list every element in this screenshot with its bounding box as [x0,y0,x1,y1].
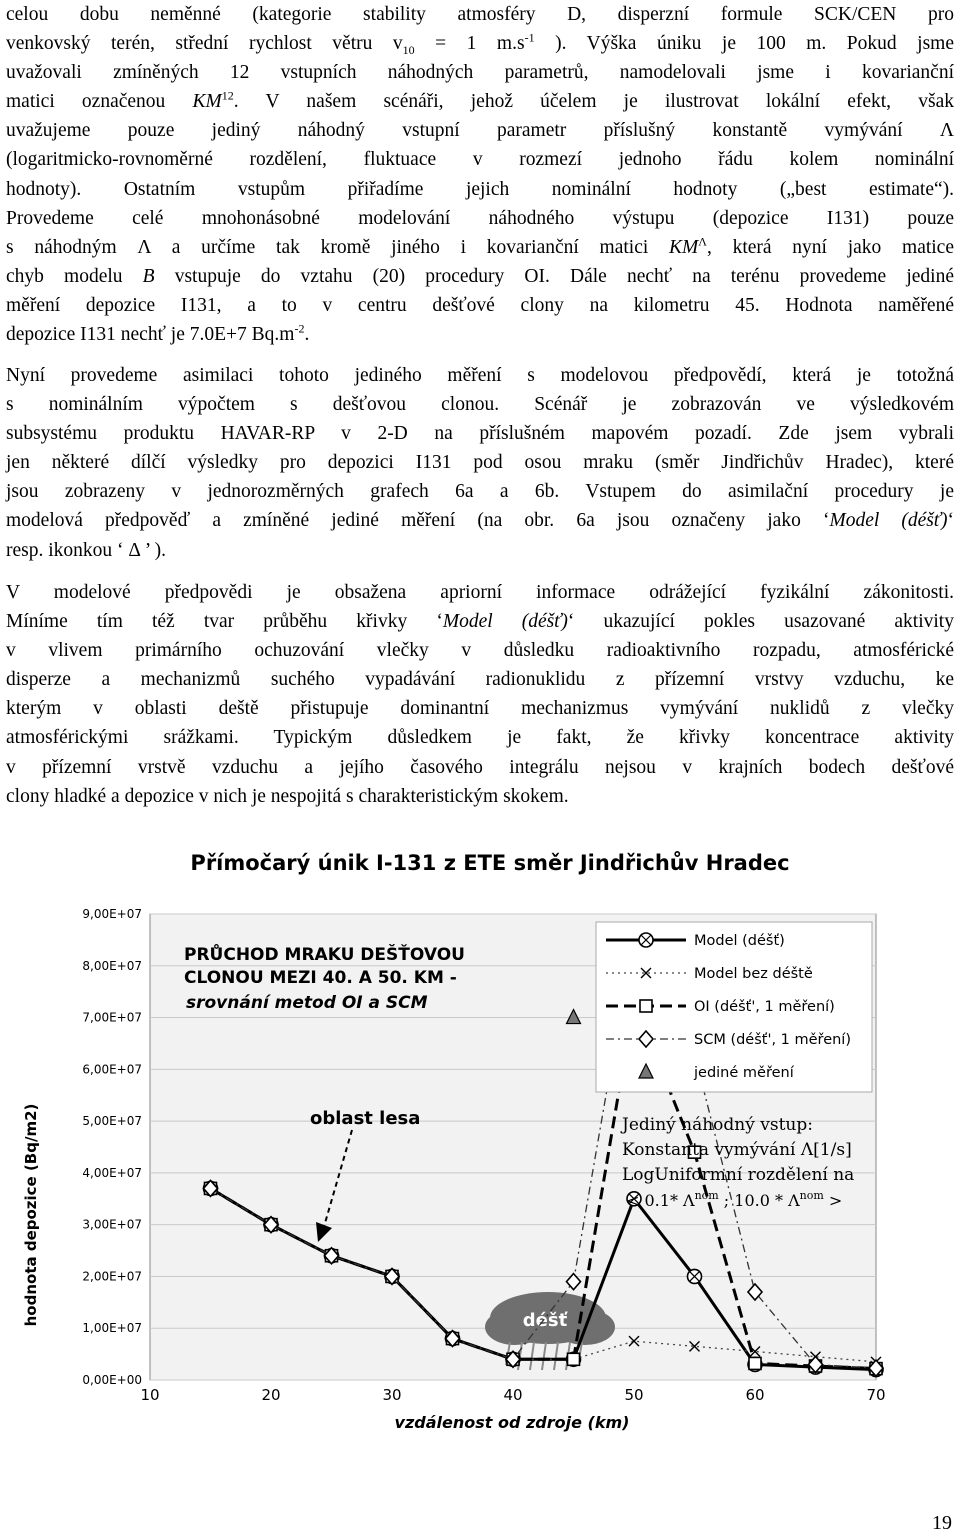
data-point [688,1269,702,1283]
info-line-3: LogUniformní rozdělení na [622,1165,855,1185]
text-line: jen některé dílčí výsledky pro depozici I131 pod osou mraku (směr Jindřichův Hradec), které [6,452,954,474]
text-line: Nyní provedeme asimilaci tohoto jediného měření s modelovou předpovědí, která je totožná [6,365,954,386]
y-tick-label: 2,00E+07 [82,1269,142,1284]
legend [596,922,872,1092]
paragraph-2 [6,361,954,565]
paragraph-1 [6,0,954,349]
text-line: atmosférickými srážkami. Typickým důsledkem je fakt, že křivky koncentrace aktivity [6,727,954,749]
deposition-chart [0,830,960,1500]
y-tick-label: 4,00E+07 [82,1165,142,1180]
y-tick-label: 5,00E+07 [82,1114,142,1129]
y-axis-label: hodnota depozice (Bq/m2) [22,1103,40,1327]
text-line: měření depozice I131, a to v centru dešťové clony na kilometru 45. Hodnota naměřené [6,294,954,316]
x-tick-label: 50 [624,1386,644,1404]
text-line: clony hladké a depozice v nich je nespojitá s charakteristickým skokem. [6,785,569,807]
y-tick-label: 8,00E+07 [82,958,142,973]
text-line: resp. ikonkou ‘ Δ ’ ). [6,539,167,561]
text-line: kterým v oblasti deště přistupuje dominantní mechanizmus vymývání nuklidů z vlečky [6,698,954,720]
text-line: uvažovali zmíněných 12 vstupních náhodných parametrů, namodelovali jsme i kovarianční [6,62,954,84]
text-line: venkovský terén, střední rychlost větru $v_{10} = 1$ $m.s^{-1}$ ). Výška úniku je 100 m. Pokud jsme [6,30,954,57]
annotation-line-3: srovnání metod OI a SCM [186,993,428,1013]
annotation-box [184,942,465,1013]
paragraph-3 [6,578,954,811]
info-line-4: < 0.1* $\Lambda^{nom}$ ; $10.0 * \Lambda^{nom}$ > [626,1189,843,1210]
text-line: modelová předpověď a zmíněné jediné měření (na obr. 6a jsou označeny jako ‘Model (déšť)‘ [6,510,954,532]
text-line: s nominálním výpočtem s dešťovou clonou. Scénář je zobrazován ve výsledkovém [6,394,954,416]
x-tick-label: 10 [140,1386,160,1404]
y-tick-label: 3,00E+07 [82,1217,142,1232]
data-point [749,1357,761,1369]
y-tick-label: 7,00E+07 [82,1010,142,1025]
legend-label: jediné měření [694,1065,794,1081]
y-tick-label: 6,00E+07 [82,1062,142,1077]
text-line: matici označenou KM$^{12}$. V našem scénáři, jehož účelem je ilustrovat lokální efekt, však [6,88,954,113]
x-tick-label: 40 [503,1386,523,1404]
x-tick-label: 20 [261,1386,281,1404]
page-number: 19 [932,1512,952,1534]
x-tick-label: 60 [745,1386,765,1404]
text-line: subsystému produktu HAVAR-RP v 2-D na příslušném mapovém pozadí. Zde jsem vybrali [6,423,954,445]
text-line: chyb modelu B vstupuje do vztahu (20) procedury OI. Dále nechť na terénu provedeme jediné [6,265,954,287]
annotation-line-1: PRŮCHOD MRAKU DEŠŤOVOU [184,945,465,965]
legend-label: Model (déšť) [694,933,785,949]
text-line: v vlivem primárního ochuzování vlečky v důsledku radioaktivního rozpadu, atmosférické [6,640,954,662]
text-line: s náhodným Λ a určíme tak kromě jiného i kovarianční matici $KM^\Lambda$, která nyní jako matice [6,234,954,258]
text-line: Provedeme celé mnohonásobné modelování náhodného výstupu (depozice I131) pouze [6,207,954,229]
text-line: hodnoty). Ostatním vstupům přiřadíme jejich nominální hodnoty („best estimate“). [6,178,954,200]
forest-label: oblast lesa [310,1108,421,1129]
y-tick-label: 0,00E+00 [82,1373,142,1387]
chart-title: Přímočarý únik I-131 z ETE směr Jindřichův Hradec [190,851,790,875]
legend-marker [640,1000,652,1012]
legend-marker [639,933,653,947]
legend-label: Model bez déště [694,966,813,982]
legend-label: OI (déšť', 1 měření) [694,999,835,1015]
text-line: celou dobu neměnné (kategorie stability atmosféry D, disperzní formule SCK/CEN pro [6,4,954,25]
text-line: jsou zobrazeny v jednorozměrných grafech 6a a 6b. Vstupem do asimilační procedury je [6,481,954,503]
text-line: depozice I131 nechť je 7.0E+7 $Bq.m^{-2}$. [6,321,310,346]
text-line: uvažujeme pouze jediný náhodný vstupní parametr příslušný konstantě vymývání Λ [6,120,954,142]
text-line: Míníme tím též tvar průběhu křivky ‘Model (déšť)‘ ukazující pokles usazované aktivity [6,611,954,633]
info-line-2: Konstanta vymývání Λ[1/s] [622,1140,852,1160]
x-tick-label: 30 [382,1386,402,1404]
text-line: V modelové předpovědi je obsažena apriorní informace odrážející fyzikální zákonitosti. [6,582,954,603]
text-line: (logaritmicko-rovnoměrné rozdělení, fluktuace v rozmezí jednoho řádu kolem nominální [6,149,954,171]
text-line: disperze a mechanizmů suchého vypadávání radionuklidu z přízemní vrstvy vzduchu, ke [6,669,954,691]
text-line: v přízemní vrstvě vzduchu a jejího časového integrálu nejsou v krajních bodech dešťové [6,756,954,778]
legend-label: SCM (déšť', 1 měření) [694,1032,851,1048]
data-point [568,1353,580,1365]
x-axis-label: vzdálenost od zdroje (km) [394,1413,630,1432]
info-line-1: Jediný náhodný vstup: [622,1115,813,1135]
rain-label: déšť [522,1310,568,1331]
annotation-line-2: CLONOU MEZI 40. A 50. KM - [184,968,457,988]
x-tick-label: 70 [866,1386,886,1404]
y-tick-label: 1,00E+07 [82,1321,142,1336]
y-tick-label: 9,00E+07 [82,907,142,921]
